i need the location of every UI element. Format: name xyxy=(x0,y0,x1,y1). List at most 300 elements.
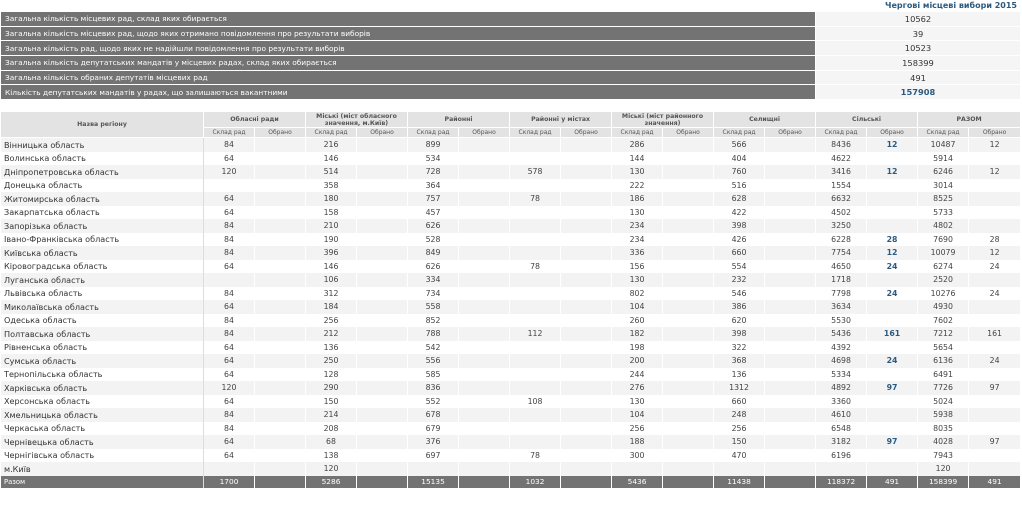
composition-cell: 276 xyxy=(612,381,663,395)
composition-cell: 386 xyxy=(714,300,765,314)
composition-cell: 78 xyxy=(510,260,561,274)
elected-count-link[interactable]: 97 xyxy=(867,435,918,449)
elected-header: Обрано xyxy=(459,128,510,138)
composition-cell: 2520 xyxy=(918,273,969,287)
elected-cell xyxy=(663,449,714,463)
elected-cell xyxy=(561,354,612,368)
elected-cell xyxy=(561,152,612,166)
elected-count-link[interactable]: 161 xyxy=(867,327,918,341)
elected-cell xyxy=(561,341,612,355)
group-header: Селищні xyxy=(714,112,816,128)
elected-cell xyxy=(765,179,816,193)
composition-cell xyxy=(510,462,561,476)
table-row xyxy=(1,152,1021,166)
elected-cell xyxy=(357,300,408,314)
composition-cell: 5436 xyxy=(816,327,867,341)
composition-cell: 398 xyxy=(714,327,765,341)
composition-header: Склад рад xyxy=(408,128,459,138)
table-row xyxy=(1,165,1021,179)
composition-cell: 542 xyxy=(408,341,459,355)
group-header: Сільські xyxy=(816,112,918,128)
elected-cell xyxy=(459,179,510,193)
elected-count-link[interactable]: 12 xyxy=(867,138,918,152)
composition-cell: 64 xyxy=(204,435,255,449)
elected-cell xyxy=(357,206,408,220)
composition-cell: 10276 xyxy=(918,287,969,301)
elected-header: Обрано xyxy=(969,128,1021,138)
elected-cell xyxy=(663,368,714,382)
elected-cell xyxy=(459,246,510,260)
composition-cell xyxy=(510,179,561,193)
summary-label: Кількість депутатських мандатів у радах, що залишаються вакантними xyxy=(1,85,816,100)
elected-cell xyxy=(765,260,816,274)
composition-cell: 78 xyxy=(510,449,561,463)
elected-cell xyxy=(561,138,612,152)
composition-cell: 138 xyxy=(306,449,357,463)
elected-cell: 97 xyxy=(969,435,1021,449)
composition-cell: 585 xyxy=(408,368,459,382)
elected-cell xyxy=(663,341,714,355)
composition-cell: 4622 xyxy=(816,152,867,166)
elected-count-link[interactable]: 12 xyxy=(867,246,918,260)
elected-count-link[interactable]: 24 xyxy=(867,260,918,274)
elected-cell: 24 xyxy=(969,260,1021,274)
elected-cell xyxy=(765,422,816,436)
region-name: Хмельницька область xyxy=(1,408,204,422)
composition-cell: 728 xyxy=(408,165,459,179)
composition-cell: 7212 xyxy=(918,327,969,341)
elected-cell xyxy=(663,152,714,166)
elected-cell xyxy=(357,449,408,463)
elected-cell: 28 xyxy=(969,233,1021,247)
elected-cell xyxy=(255,152,306,166)
elected-cell xyxy=(255,435,306,449)
elected-cell xyxy=(357,233,408,247)
composition-cell: 120 xyxy=(204,165,255,179)
elected-cell xyxy=(255,368,306,382)
composition-cell: 849 xyxy=(408,246,459,260)
elected-cell xyxy=(969,449,1021,463)
composition-cell: 4650 xyxy=(816,260,867,274)
elected-cell xyxy=(867,341,918,355)
elected-cell xyxy=(867,449,918,463)
composition-cell: 376 xyxy=(408,435,459,449)
composition-cell: 106 xyxy=(306,273,357,287)
elected-cell xyxy=(663,206,714,220)
elected-cell xyxy=(867,206,918,220)
elected-cell xyxy=(357,395,408,409)
elected-cell xyxy=(663,287,714,301)
composition-header: Склад рад xyxy=(918,128,969,138)
composition-header: Склад рад xyxy=(816,128,867,138)
elected-count-link[interactable]: 24 xyxy=(867,287,918,301)
elected-cell xyxy=(561,246,612,260)
composition-cell: 146 xyxy=(306,260,357,274)
elected-cell xyxy=(459,435,510,449)
group-header: Міські (міст обласного значення, м.Київ) xyxy=(306,112,408,128)
elected-cell xyxy=(357,165,408,179)
elected-cell xyxy=(357,354,408,368)
composition-cell: 150 xyxy=(714,435,765,449)
composition-cell: 6228 xyxy=(816,233,867,247)
composition-cell: 104 xyxy=(612,300,663,314)
composition-cell: 78 xyxy=(510,192,561,206)
elected-cell: 491 xyxy=(969,476,1021,488)
elected-cell xyxy=(867,368,918,382)
summary-table xyxy=(0,11,1021,100)
elected-cell xyxy=(765,435,816,449)
composition-cell: 554 xyxy=(714,260,765,274)
elected-cell xyxy=(867,179,918,193)
composition-cell: 136 xyxy=(714,368,765,382)
composition-cell: 7726 xyxy=(918,381,969,395)
composition-cell: 11438 xyxy=(714,476,765,488)
composition-cell: 4892 xyxy=(816,381,867,395)
composition-cell: 84 xyxy=(204,422,255,436)
elected-cell: 12 xyxy=(969,246,1021,260)
elected-cell xyxy=(459,206,510,220)
composition-cell: 1700 xyxy=(204,476,255,488)
composition-cell: 84 xyxy=(204,287,255,301)
elected-cell xyxy=(255,408,306,422)
elected-cell xyxy=(867,422,918,436)
composition-cell: 5938 xyxy=(918,408,969,422)
composition-cell xyxy=(510,408,561,422)
elected-cell: 12 xyxy=(969,165,1021,179)
elected-cell xyxy=(663,408,714,422)
elected-cell xyxy=(765,408,816,422)
elected-cell xyxy=(765,246,816,260)
elected-cell xyxy=(765,395,816,409)
elected-cell xyxy=(663,179,714,193)
table-row xyxy=(1,368,1021,382)
region-header: Назва регіону xyxy=(1,112,204,138)
elected-cell xyxy=(561,462,612,476)
composition-cell: 130 xyxy=(612,165,663,179)
composition-cell xyxy=(510,246,561,260)
elected-cell xyxy=(663,476,714,488)
elected-cell xyxy=(357,368,408,382)
composition-cell: 734 xyxy=(408,287,459,301)
elected-cell xyxy=(357,327,408,341)
elected-cell xyxy=(459,287,510,301)
elected-cell xyxy=(255,476,306,488)
elected-cell xyxy=(561,233,612,247)
composition-cell: 628 xyxy=(714,192,765,206)
composition-cell: 398 xyxy=(714,219,765,233)
composition-cell: 4698 xyxy=(816,354,867,368)
composition-cell: 514 xyxy=(306,165,357,179)
elected-header: Обрано xyxy=(561,128,612,138)
group-header: Обласні ради xyxy=(204,112,306,128)
table-row xyxy=(1,314,1021,328)
composition-cell: 64 xyxy=(204,449,255,463)
composition-cell: 334 xyxy=(408,273,459,287)
composition-cell: 104 xyxy=(612,408,663,422)
composition-cell: 15135 xyxy=(408,476,459,488)
composition-cell: 6491 xyxy=(918,368,969,382)
composition-header: Склад рад xyxy=(204,128,255,138)
composition-cell xyxy=(510,422,561,436)
elected-cell xyxy=(663,327,714,341)
elected-cell xyxy=(459,341,510,355)
composition-cell: 300 xyxy=(612,449,663,463)
region-name: Дніпропетровська область xyxy=(1,165,204,179)
composition-cell xyxy=(510,287,561,301)
elected-count-link[interactable]: 28 xyxy=(867,233,918,247)
elected-cell xyxy=(765,192,816,206)
elected-cell xyxy=(765,165,816,179)
elected-cell xyxy=(255,354,306,368)
elected-cell xyxy=(561,273,612,287)
table-row xyxy=(1,300,1021,314)
table-row xyxy=(1,341,1021,355)
elected-cell xyxy=(969,192,1021,206)
elected-cell xyxy=(357,192,408,206)
composition-header: Склад рад xyxy=(714,128,765,138)
composition-cell: 4802 xyxy=(918,219,969,233)
composition-cell: 128 xyxy=(306,368,357,382)
composition-cell: 64 xyxy=(204,341,255,355)
composition-cell: 4610 xyxy=(816,408,867,422)
elected-cell xyxy=(663,273,714,287)
composition-cell: 64 xyxy=(204,300,255,314)
elected-cell xyxy=(255,287,306,301)
composition-cell: 364 xyxy=(408,179,459,193)
composition-cell: 620 xyxy=(714,314,765,328)
composition-cell: 208 xyxy=(306,422,357,436)
composition-cell: 566 xyxy=(714,138,765,152)
composition-cell: 4028 xyxy=(918,435,969,449)
table-row xyxy=(1,462,1021,476)
composition-cell xyxy=(510,219,561,233)
composition-header: Склад рад xyxy=(306,128,357,138)
elected-cell xyxy=(663,192,714,206)
elected-header: Обрано xyxy=(765,128,816,138)
elected-cell xyxy=(561,179,612,193)
elected-cell xyxy=(765,138,816,152)
elected-cell xyxy=(459,260,510,274)
composition-cell: 3360 xyxy=(816,395,867,409)
composition-cell xyxy=(510,354,561,368)
composition-cell: 556 xyxy=(408,354,459,368)
composition-cell: 852 xyxy=(408,314,459,328)
composition-cell: 7798 xyxy=(816,287,867,301)
elected-cell: 12 xyxy=(969,138,1021,152)
elected-cell xyxy=(765,381,816,395)
region-name: Львівська область xyxy=(1,287,204,301)
elected-cell xyxy=(867,462,918,476)
elected-cell xyxy=(459,152,510,166)
composition-cell: 5733 xyxy=(918,206,969,220)
composition-cell xyxy=(510,138,561,152)
composition-cell: 802 xyxy=(612,287,663,301)
composition-cell: 404 xyxy=(714,152,765,166)
composition-cell: 7690 xyxy=(918,233,969,247)
composition-cell: 84 xyxy=(204,233,255,247)
composition-cell xyxy=(204,273,255,287)
composition-cell xyxy=(204,179,255,193)
elected-cell xyxy=(561,381,612,395)
group-header: Районні xyxy=(408,112,510,128)
elected-cell xyxy=(255,422,306,436)
composition-cell: 234 xyxy=(612,233,663,247)
table-row xyxy=(1,260,1021,274)
region-name: Полтавська область xyxy=(1,327,204,341)
elected-cell xyxy=(969,300,1021,314)
region-name: Рівненська область xyxy=(1,341,204,355)
table-row xyxy=(1,354,1021,368)
elected-count-link[interactable]: 24 xyxy=(867,354,918,368)
composition-cell: 422 xyxy=(714,206,765,220)
elected-cell xyxy=(561,368,612,382)
elected-cell xyxy=(459,327,510,341)
composition-cell: 7943 xyxy=(918,449,969,463)
elected-cell xyxy=(663,300,714,314)
elected-cell xyxy=(357,219,408,233)
summary-label: Загальна кількість місцевих рад, склад яких обирається xyxy=(1,12,816,27)
composition-cell: 4930 xyxy=(918,300,969,314)
summary-label: Загальна кількість депутатських мандатів у місцевих радах, склад яких обирається xyxy=(1,56,816,71)
table-row xyxy=(1,408,1021,422)
elected-cell xyxy=(561,287,612,301)
elected-cell xyxy=(255,233,306,247)
elected-cell xyxy=(663,219,714,233)
elected-cell xyxy=(459,395,510,409)
composition-cell: 3250 xyxy=(816,219,867,233)
total-row xyxy=(1,476,1021,488)
composition-cell: 186 xyxy=(612,192,663,206)
election-title[interactable]: Чергові місцеві вибори 2015 xyxy=(885,1,1017,10)
elected-cell xyxy=(867,219,918,233)
elected-cell xyxy=(561,206,612,220)
composition-cell: 118372 xyxy=(816,476,867,488)
summary-value: 10562 xyxy=(816,12,1021,27)
elected-cell xyxy=(969,206,1021,220)
elected-cell: 24 xyxy=(969,287,1021,301)
elected-cell: 491 xyxy=(867,476,918,488)
elected-cell xyxy=(357,476,408,488)
elected-cell xyxy=(459,273,510,287)
elected-cell xyxy=(255,314,306,328)
composition-cell: 836 xyxy=(408,381,459,395)
elected-cell xyxy=(663,233,714,247)
elected-cell xyxy=(663,422,714,436)
elected-cell xyxy=(255,219,306,233)
elected-cell xyxy=(663,381,714,395)
composition-cell: 660 xyxy=(714,395,765,409)
composition-cell: 256 xyxy=(714,422,765,436)
vacant-mandates-link[interactable]: 157908 xyxy=(816,85,1021,100)
composition-cell: 8035 xyxy=(918,422,969,436)
composition-cell: 788 xyxy=(408,327,459,341)
elected-cell xyxy=(969,314,1021,328)
composition-cell xyxy=(408,462,459,476)
region-name: Чернівецька область xyxy=(1,435,204,449)
elected-cell xyxy=(459,422,510,436)
composition-cell: 10079 xyxy=(918,246,969,260)
table-row xyxy=(1,192,1021,206)
composition-cell: 144 xyxy=(612,152,663,166)
composition-cell: 64 xyxy=(204,260,255,274)
elected-cell xyxy=(765,219,816,233)
elected-count-link[interactable]: 12 xyxy=(867,165,918,179)
composition-cell: 84 xyxy=(204,408,255,422)
composition-cell: 244 xyxy=(612,368,663,382)
region-name: Чернігівська область xyxy=(1,449,204,463)
elected-cell xyxy=(255,273,306,287)
elected-cell: 97 xyxy=(969,381,1021,395)
composition-cell: 679 xyxy=(408,422,459,436)
composition-cell: 1312 xyxy=(714,381,765,395)
elected-cell xyxy=(357,422,408,436)
elected-cell xyxy=(765,327,816,341)
elected-cell xyxy=(867,192,918,206)
summary-row xyxy=(1,70,1021,85)
composition-cell: 757 xyxy=(408,192,459,206)
composition-cell: 120 xyxy=(306,462,357,476)
elected-cell xyxy=(765,476,816,488)
elected-cell xyxy=(561,435,612,449)
elected-cell xyxy=(765,273,816,287)
elected-cell xyxy=(867,300,918,314)
elected-cell xyxy=(561,422,612,436)
elected-cell xyxy=(459,233,510,247)
composition-cell xyxy=(510,435,561,449)
composition-cell: 200 xyxy=(612,354,663,368)
composition-cell: 336 xyxy=(612,246,663,260)
elected-cell xyxy=(765,354,816,368)
composition-cell: 130 xyxy=(612,395,663,409)
composition-cell: 210 xyxy=(306,219,357,233)
summary-label: Загальна кількість обраних депутатів місцевих рад xyxy=(1,70,816,85)
elected-cell: 161 xyxy=(969,327,1021,341)
table-row xyxy=(1,138,1021,152)
region-name: Житомирська область xyxy=(1,192,204,206)
region-name: Івано-Франківська область xyxy=(1,233,204,247)
elected-cell xyxy=(459,300,510,314)
composition-cell xyxy=(510,152,561,166)
summary-label: Загальна кількість місцевих рад, щодо яких отримано повідомлення про результати виборів xyxy=(1,26,816,41)
composition-cell: 290 xyxy=(306,381,357,395)
elected-count-link[interactable]: 97 xyxy=(867,381,918,395)
regions-table xyxy=(0,111,1021,488)
table-row xyxy=(1,287,1021,301)
elected-cell xyxy=(969,422,1021,436)
composition-cell xyxy=(204,462,255,476)
composition-cell: 396 xyxy=(306,246,357,260)
composition-cell: 146 xyxy=(306,152,357,166)
elected-cell xyxy=(969,462,1021,476)
composition-cell: 158399 xyxy=(918,476,969,488)
composition-cell: 120 xyxy=(918,462,969,476)
group-header: Міські (міст районного значення) xyxy=(612,112,714,128)
composition-cell: 1032 xyxy=(510,476,561,488)
elected-cell xyxy=(765,449,816,463)
composition-cell: 7754 xyxy=(816,246,867,260)
composition-cell: 578 xyxy=(510,165,561,179)
composition-cell: 312 xyxy=(306,287,357,301)
elected-cell xyxy=(561,408,612,422)
elected-cell xyxy=(561,395,612,409)
region-name: Київська область xyxy=(1,246,204,260)
composition-cell xyxy=(510,273,561,287)
composition-cell: 182 xyxy=(612,327,663,341)
table-row xyxy=(1,233,1021,247)
elected-cell xyxy=(255,449,306,463)
region-name: Запорізька область xyxy=(1,219,204,233)
summary-row xyxy=(1,85,1021,100)
